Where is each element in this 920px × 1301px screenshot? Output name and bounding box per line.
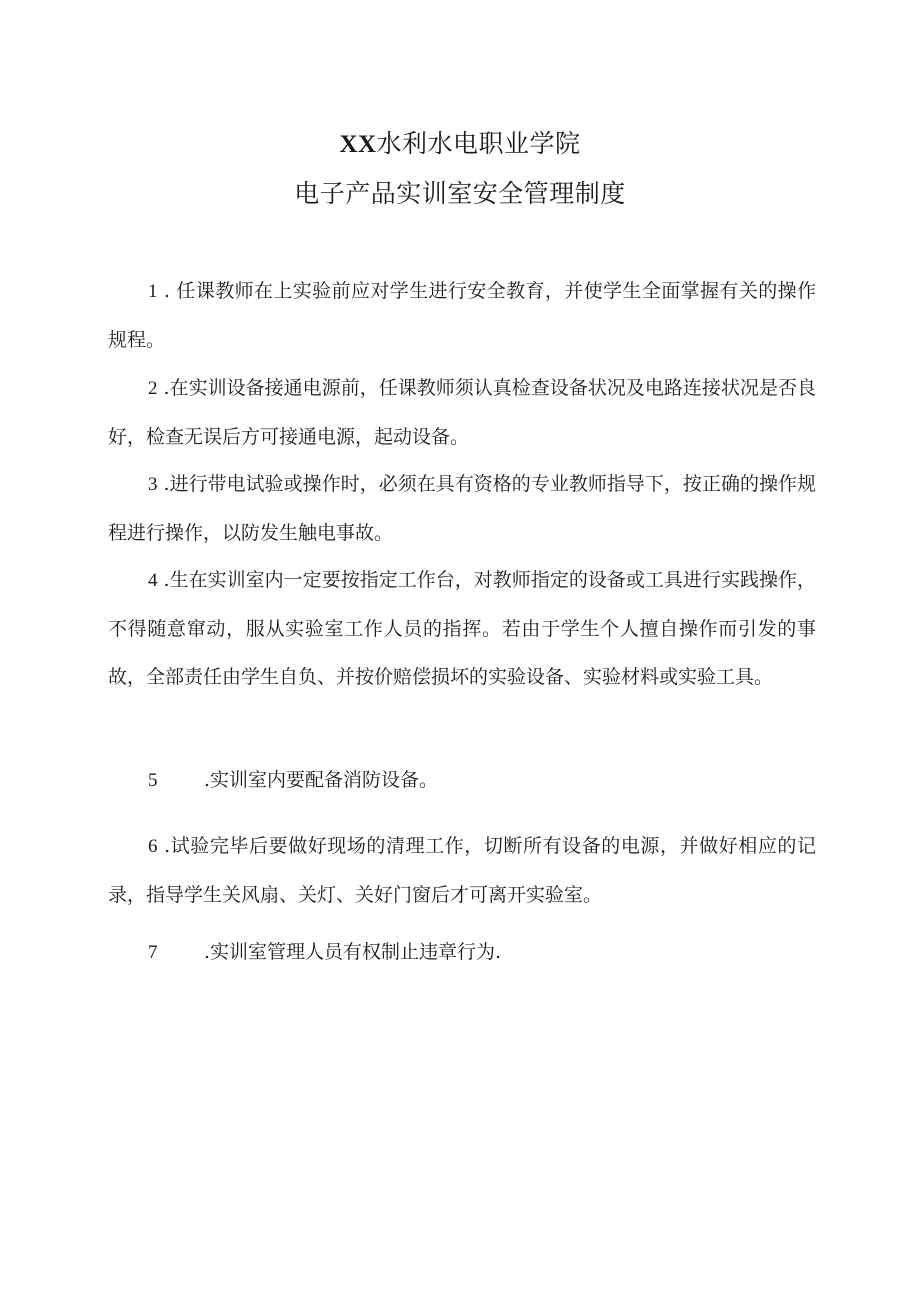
rule-item-6 [108, 822, 816, 919]
rule-number: 5 [148, 770, 158, 791]
rule-number: 7 [148, 942, 158, 963]
document-title-line2: 电子产品实训室安全管理制度 [294, 179, 626, 208]
rule-number: 4 [148, 570, 158, 591]
rule-number: 1 [148, 281, 158, 302]
rule-text: . 任课教师在上实验前应对学生进行安全教育，并使学生全面掌握有关的操作规程。 [108, 280, 816, 351]
document-title-line1 [0, 129, 920, 160]
rule-text: .进行带电试验或操作时，必须在具有资格的专业教师指导下，按正确的操作规程进行操作，以防发生触电事故。 [108, 473, 816, 544]
rule-number: 6 [148, 836, 158, 857]
rule-text: .试验完毕后要做好现场的清理工作，切断所有设备的电源，并做好相应的记录，指导学生关风扇、关灯、关好门窗后才可离开实验室。 [108, 835, 816, 906]
title-prefix: XX [339, 131, 377, 158]
rule-number: 3 [148, 474, 158, 495]
rule-text: .生在实训室内一定要按指定工作台，对教师指定的设备或工具进行实践操作，不得随意窜动，服从实验室工作人员的指挥。若由于学生个人擅自操作而引发的事故，全部责任由学生自负、并按价赔偿损坏的实验设备、实验材料或实验工具。 [108, 569, 816, 688]
title-school-name: 水利水电职业学院 [376, 129, 581, 158]
rule-item-3 [108, 460, 816, 557]
rule-text: .在实训设备接通电源前，任课教师须认真检查设备状况及电路连接状况是否良好，检查无误后方可接通电源，起动设备。 [108, 377, 816, 448]
rule-item-2 [108, 364, 816, 461]
rule-number: 2 [148, 378, 158, 399]
rule-item-4 [108, 556, 816, 701]
rule-item-7 [108, 928, 816, 977]
rule-item-5 [108, 756, 816, 805]
rule-text: .实训室管理人员有权制止违章行为. [204, 941, 502, 963]
rule-item-1 [108, 267, 816, 364]
rule-text: .实训室内要配备消防设备。 [204, 769, 439, 791]
